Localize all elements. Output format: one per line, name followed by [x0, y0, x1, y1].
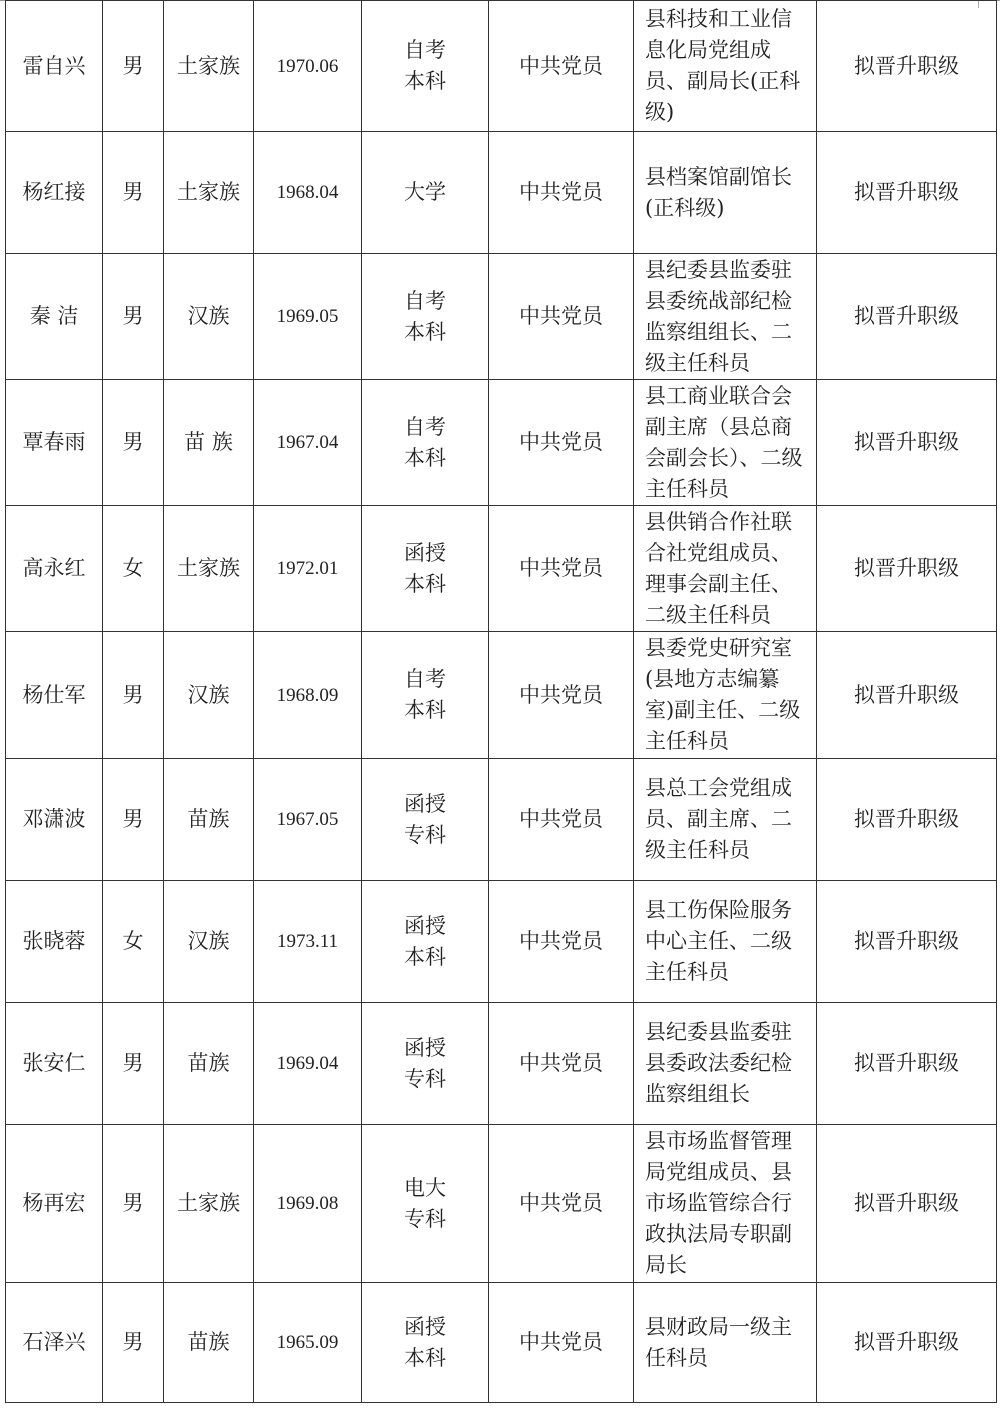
ethnicity-cell: 苗族	[164, 759, 254, 881]
party-cell: 中共党员	[489, 881, 634, 1003]
position-cell: 县供销合作社联合社党组成员、理事会副主任、二级主任科员	[634, 506, 817, 632]
education-cell	[362, 1283, 489, 1403]
ethnicity-cell: 土家族	[164, 1, 254, 132]
position-cell: 县总工会党组成员、副主席、二级主任科员	[634, 759, 817, 881]
birth-date-cell: 1969.08	[254, 1125, 362, 1283]
name-cell: 杨红接	[6, 132, 103, 254]
position-cell: 县档案馆副馆长(正科级)	[634, 132, 817, 254]
remark-cell: 拟晋升职级	[817, 1283, 997, 1403]
position-cell: 县纪委县监委驻县委政法委纪检监察组组长	[634, 1003, 817, 1125]
table-row	[6, 1, 997, 132]
table-row	[6, 1125, 997, 1283]
education-cell	[362, 254, 489, 380]
table-row	[6, 881, 997, 1003]
education-line: 自考	[404, 414, 446, 439]
remark-cell: 拟晋升职级	[817, 254, 997, 380]
education-cell	[362, 380, 489, 506]
position-cell: 县纪委县监委驻县委统战部纪检监察组组长、二级主任科员	[634, 254, 817, 380]
ethnicity-cell: 土家族	[164, 506, 254, 632]
ethnicity-cell: 土家族	[164, 1125, 254, 1283]
education-line: 本科	[404, 69, 446, 93]
ethnicity-cell: 汉族	[164, 632, 254, 759]
remark-cell: 拟晋升职级	[817, 759, 997, 881]
remark-cell: 拟晋升职级	[817, 1, 997, 132]
birth-date-cell: 1970.06	[254, 1, 362, 132]
education-line: 本科	[404, 319, 446, 344]
remark-cell: 拟晋升职级	[817, 132, 997, 254]
position-cell: 县科技和工业信息化局党组成员、副局长(正科级)	[634, 1, 817, 132]
party-cell: 中共党员	[489, 254, 634, 380]
gender-cell: 男	[103, 759, 164, 881]
education-cell	[362, 1003, 489, 1125]
table-row	[6, 254, 997, 380]
gender-cell: 男	[103, 380, 164, 506]
name-cell: 高永红	[6, 506, 103, 632]
cadre-list-table	[5, 0, 997, 1403]
birth-date-cell: 1972.01	[254, 506, 362, 632]
table-row	[6, 759, 997, 881]
education-cell	[362, 1125, 489, 1283]
education-line: 本科	[404, 698, 446, 722]
education-line: 本科	[404, 1345, 446, 1370]
table-row	[6, 1283, 997, 1403]
education-line: 本科	[404, 445, 446, 470]
birth-date-cell: 1968.04	[254, 132, 362, 254]
ethnicity-cell: 土家族	[164, 132, 254, 254]
gender-cell: 男	[103, 1003, 164, 1125]
party-cell: 中共党员	[489, 132, 634, 254]
table-row	[6, 506, 997, 632]
education-line: 自考	[404, 288, 446, 313]
name-cell: 杨再宏	[6, 1125, 103, 1283]
education-line: 本科	[404, 944, 446, 969]
name-cell: 雷自兴	[6, 1, 103, 132]
birth-date-cell: 1965.09	[254, 1283, 362, 1403]
birth-date-cell: 1969.05	[254, 254, 362, 380]
position-cell: 县财政局一级主任科员	[634, 1283, 817, 1403]
education-line: 大学	[404, 180, 446, 204]
gender-cell: 男	[103, 1283, 164, 1403]
gender-cell: 女	[103, 881, 164, 1003]
name-cell: 覃春雨	[6, 380, 103, 506]
birth-date-cell: 1969.04	[254, 1003, 362, 1125]
position-cell: 县工伤保险服务中心主任、二级主任科员	[634, 881, 817, 1003]
gender-cell: 女	[103, 506, 164, 632]
gender-cell: 男	[103, 254, 164, 380]
ethnicity-cell: 苗族	[164, 1283, 254, 1403]
remark-cell: 拟晋升职级	[817, 881, 997, 1003]
remark-cell: 拟晋升职级	[817, 380, 997, 506]
birth-date-cell: 1967.05	[254, 759, 362, 881]
birth-date-cell: 1967.04	[254, 380, 362, 506]
birth-date-cell: 1973.11	[254, 881, 362, 1003]
education-line: 专科	[404, 1066, 446, 1091]
name-cell: 秦 洁	[6, 254, 103, 380]
education-cell	[362, 1, 489, 132]
name-cell: 杨仕军	[6, 632, 103, 759]
education-line: 函授	[404, 791, 446, 816]
gender-cell: 男	[103, 632, 164, 759]
party-cell: 中共党员	[489, 1, 634, 132]
education-cell	[362, 759, 489, 881]
table-row	[6, 632, 997, 759]
education-line: 函授	[404, 913, 446, 938]
education-cell	[362, 881, 489, 1003]
ethnicity-cell: 苗族	[164, 1003, 254, 1125]
party-cell: 中共党员	[489, 1283, 634, 1403]
gender-cell: 男	[103, 1, 164, 132]
education-line: 专科	[404, 822, 446, 847]
education-line: 函授	[404, 1035, 446, 1060]
remark-cell: 拟晋升职级	[817, 506, 997, 632]
education-line: 本科	[404, 571, 446, 596]
name-cell: 石泽兴	[6, 1283, 103, 1403]
ethnicity-cell: 汉族	[164, 881, 254, 1003]
position-cell: 县市场监督管理局党组成员、县市场监管综合行政执法局专职副局长	[634, 1125, 817, 1283]
remark-cell: 拟晋升职级	[817, 1125, 997, 1283]
education-line: 函授	[404, 1314, 446, 1339]
party-cell: 中共党员	[489, 632, 634, 759]
remark-cell: 拟晋升职级	[817, 1003, 997, 1125]
remark-cell: 拟晋升职级	[817, 632, 997, 759]
education-line: 电大	[404, 1175, 446, 1200]
table-row	[6, 132, 997, 254]
ethnicity-cell: 汉族	[164, 254, 254, 380]
education-line: 函授	[404, 540, 446, 565]
education-line: 自考	[404, 38, 446, 62]
table-row	[6, 1003, 997, 1125]
party-cell: 中共党员	[489, 1125, 634, 1283]
gender-cell: 男	[103, 132, 164, 254]
party-cell: 中共党员	[489, 759, 634, 881]
position-cell: 县工商业联合会副主席（县总商会副会长）、二级主任科员	[634, 380, 817, 506]
name-cell: 张晓蓉	[6, 881, 103, 1003]
birth-date-cell: 1968.09	[254, 632, 362, 759]
education-line: 自考	[404, 667, 446, 691]
ethnicity-cell: 苗 族	[164, 380, 254, 506]
party-cell: 中共党员	[489, 380, 634, 506]
position-cell: 县委党史研究室(县地方志编纂室)副主任、二级主任科员	[634, 632, 817, 759]
name-cell: 邓潇波	[6, 759, 103, 881]
education-cell	[362, 506, 489, 632]
education-cell	[362, 632, 489, 759]
gender-cell: 男	[103, 1125, 164, 1283]
education-line: 专科	[404, 1206, 446, 1231]
table-body	[6, 1, 997, 1403]
table-row	[6, 380, 997, 506]
party-cell: 中共党员	[489, 506, 634, 632]
party-cell: 中共党员	[489, 1003, 634, 1125]
name-cell: 张安仁	[6, 1003, 103, 1125]
education-cell	[362, 132, 489, 254]
